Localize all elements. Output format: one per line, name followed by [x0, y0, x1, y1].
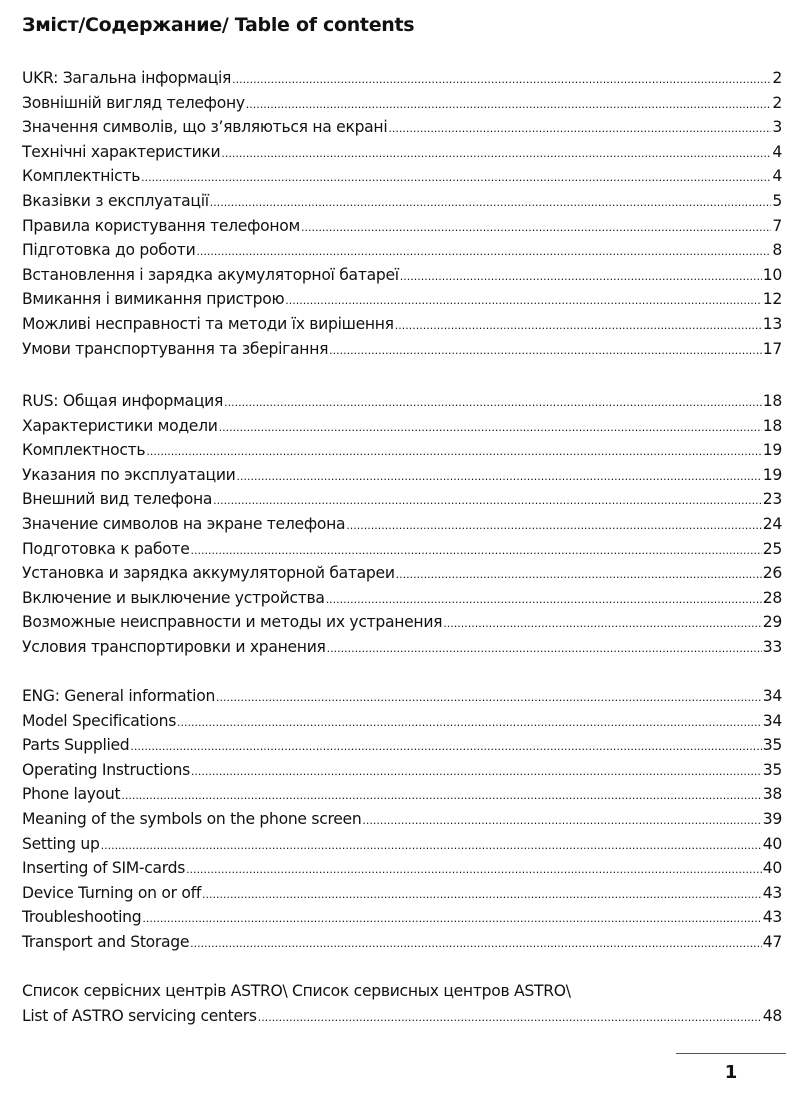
toc-entry[interactable] [22, 635, 782, 660]
toc-entry[interactable] [22, 189, 782, 214]
dot-leader [327, 637, 762, 662]
toc-entry-page: 13 [762, 314, 782, 333]
toc-entry-label: Meaning of the symbols on the phone screen [22, 809, 362, 828]
toc-entry-label: Включение и выключение устройства [22, 588, 325, 607]
toc-entry-page: 7 [772, 216, 782, 235]
dot-leader [121, 784, 761, 809]
dot-leader [346, 514, 762, 539]
toc-entry[interactable] [22, 214, 782, 239]
toc-entry[interactable] [22, 91, 782, 116]
toc-entry[interactable] [22, 66, 782, 91]
toc-entry[interactable] [22, 905, 782, 930]
dot-leader [146, 440, 761, 465]
page-number: 1 [724, 1062, 738, 1083]
toc-entry-page: 23 [762, 490, 782, 509]
toc-section-rus [22, 389, 782, 660]
dot-leader [326, 588, 762, 613]
toc-entry-page: 10 [762, 265, 782, 284]
dot-leader [202, 883, 762, 908]
toc-entry-label: Parts Supplied [22, 736, 130, 755]
dot-leader [246, 93, 772, 118]
toc-entry-label: Характеристики модели [22, 416, 218, 435]
dot-leader [362, 809, 761, 834]
toc-entry[interactable] [22, 389, 782, 414]
toc-entry-page: 19 [762, 465, 782, 484]
toc-entry-label: Можливі несправності та методи їх вирішення [22, 314, 394, 333]
toc-entry[interactable] [22, 312, 782, 337]
dot-leader [400, 265, 762, 290]
toc-entry-label: Transport and Storage [22, 932, 190, 951]
toc-entry-label: Установка и зарядка аккумуляторной батареи [22, 564, 395, 583]
toc-entry-label: ENG: General information [22, 687, 216, 705]
toc-entry-page: 35 [762, 736, 782, 755]
toc-entry-page: 24 [762, 514, 782, 533]
toc-entry-label: Указания по эксплуатации [22, 465, 236, 484]
toc-entry[interactable] [22, 610, 782, 635]
toc-entry-page: 40 [762, 859, 782, 878]
toc-entry-page: 3 [772, 118, 782, 137]
dot-leader [443, 612, 762, 637]
toc-entry-page: 2 [772, 69, 782, 87]
dot-leader [395, 314, 762, 339]
dot-leader [219, 416, 762, 441]
toc-entry-label: Phone layout [22, 785, 121, 804]
toc-entry[interactable] [22, 164, 782, 189]
toc-entry[interactable] [22, 782, 782, 807]
toc-entry[interactable] [22, 832, 782, 857]
toc-entry-label: Значення символів, що з’являються на екрані [22, 118, 388, 137]
toc-entry-label: Подготовка к работе [22, 539, 190, 558]
toc-entry[interactable] [22, 140, 782, 165]
toc-entry-page: 8 [772, 241, 782, 260]
toc-entry[interactable] [22, 438, 782, 463]
toc-entry-label: Комплектность [22, 441, 146, 460]
toc-entry-page: 2 [772, 93, 782, 112]
toc-entry-label: Возможные неисправности и методы их устранения [22, 613, 443, 632]
toc-entry[interactable] [22, 930, 782, 955]
dot-leader [258, 1006, 762, 1031]
toc-entry-label: Условия транспортировки и хранения [22, 637, 326, 656]
toc-entry-label: Внешний вид телефона [22, 490, 213, 509]
toc-entry[interactable] [22, 287, 782, 312]
dot-leader [216, 686, 762, 711]
toc-entry-page: 34 [762, 711, 782, 730]
toc-entry-label: Operating Instructions [22, 760, 190, 779]
dot-leader [196, 240, 771, 265]
toc-entry-label: Device Turning on or off [22, 883, 202, 902]
dot-leader [213, 489, 762, 514]
toc-entry-page: 18 [762, 416, 782, 435]
toc-entry[interactable] [22, 487, 782, 512]
toc-entry-page: 17 [762, 339, 782, 358]
toc-entry-page: 18 [762, 392, 782, 410]
toc-entry-page: 28 [762, 588, 782, 607]
toc-entry-label: List of ASTRO servicing centers [22, 1006, 257, 1025]
toc-entry-page: 48 [762, 1006, 782, 1025]
dot-leader [329, 339, 762, 364]
toc-entry-page: 40 [762, 834, 782, 853]
toc-entry-label: Правила користування телефоном [22, 216, 300, 235]
toc-entry-page: 29 [762, 613, 782, 632]
toc-entry-page: 12 [762, 290, 782, 309]
dot-leader [141, 166, 771, 191]
toc-entry[interactable] [22, 856, 782, 881]
toc-entry[interactable] [22, 463, 782, 488]
dot-leader [190, 932, 762, 957]
toc-entry[interactable] [22, 881, 782, 906]
dot-leader [101, 834, 762, 859]
toc-entry-label: Setting up [22, 834, 100, 853]
toc-entry-page: 26 [762, 564, 782, 583]
page-title: Зміст/Содержание/ Table of contents [22, 14, 415, 36]
toc-entry-page: 34 [762, 687, 782, 705]
toc-entry-label: Зовнішній вигляд телефону [22, 93, 245, 112]
dot-leader [232, 68, 771, 93]
dot-leader [186, 858, 762, 883]
footer-divider [676, 1053, 786, 1054]
dot-leader [142, 907, 761, 932]
toc-entry[interactable] [22, 561, 782, 586]
toc-entry[interactable] [22, 263, 782, 288]
dot-leader [224, 391, 762, 416]
dot-leader [285, 289, 761, 314]
toc-entry-label: Model Specifications [22, 711, 177, 730]
toc-entry-page: 43 [762, 883, 782, 902]
toc-entry-page: 4 [772, 167, 782, 186]
toc-entry-label: Технічні характеристики [22, 142, 221, 161]
toc-entry-page: 5 [772, 191, 782, 210]
toc-entry[interactable] [22, 1004, 782, 1029]
toc-entry-label: UKR: Загальна інформація [22, 69, 232, 87]
toc-entry[interactable] [22, 512, 782, 537]
toc-entry-page: 25 [762, 539, 782, 558]
toc-entry-label: Вказівки з експлуатації [22, 191, 209, 210]
toc-entry-page: 4 [772, 142, 782, 161]
toc-entry-page: 35 [762, 760, 782, 779]
dot-leader [210, 191, 772, 216]
toc-entry-label: Умови транспортування та зберігання [22, 339, 329, 358]
toc-entry-label: Встановлення і зарядка акумуляторної батареї [22, 265, 399, 284]
service-centers-title: Список сервісних центрів ASTRO\ Список сервисных центров ASTRO\ [22, 982, 571, 1000]
toc-entry-page: 38 [762, 785, 782, 804]
toc-entry-page: 39 [762, 809, 782, 828]
toc-entry[interactable] [22, 807, 782, 832]
dot-leader [221, 142, 771, 167]
toc-entry-label: Підготовка до роботи [22, 241, 196, 260]
toc-entry[interactable] [22, 115, 782, 140]
toc-entry[interactable] [22, 758, 782, 783]
toc-entry[interactable] [22, 684, 782, 709]
toc-entry-label: Значение символов на экране телефона [22, 514, 346, 533]
toc-entry[interactable] [22, 337, 782, 362]
toc-section-ukr [22, 66, 782, 361]
toc-entry[interactable] [22, 537, 782, 562]
dot-leader [237, 465, 762, 490]
toc-entry-label: Вмикання і вимикання пристрою [22, 290, 285, 309]
toc-section-eng [22, 684, 782, 955]
toc-entry-label: RUS: Общая информация [22, 392, 224, 410]
toc-entry-page: 47 [762, 932, 782, 951]
dot-leader [177, 711, 762, 736]
toc-entry-page: 19 [762, 441, 782, 460]
service-centers-entry [22, 979, 782, 1028]
toc-entry[interactable] [22, 733, 782, 758]
toc-entry-page: 33 [762, 637, 782, 656]
dot-leader [191, 760, 762, 785]
toc-entry[interactable] [22, 414, 782, 439]
toc-entry-label: Inserting of SIM-cards [22, 859, 186, 878]
dot-leader [130, 735, 761, 760]
toc-entry[interactable] [22, 709, 782, 734]
dot-leader [301, 216, 771, 241]
toc-entry-page: 43 [762, 908, 782, 927]
toc-entry-label: Комплектність [22, 167, 141, 186]
toc-entry[interactable] [22, 586, 782, 611]
dot-leader [191, 539, 762, 564]
dot-leader [388, 117, 771, 142]
toc-entry-label: Troubleshooting [22, 908, 142, 927]
dot-leader [396, 563, 762, 588]
toc-entry[interactable] [22, 238, 782, 263]
